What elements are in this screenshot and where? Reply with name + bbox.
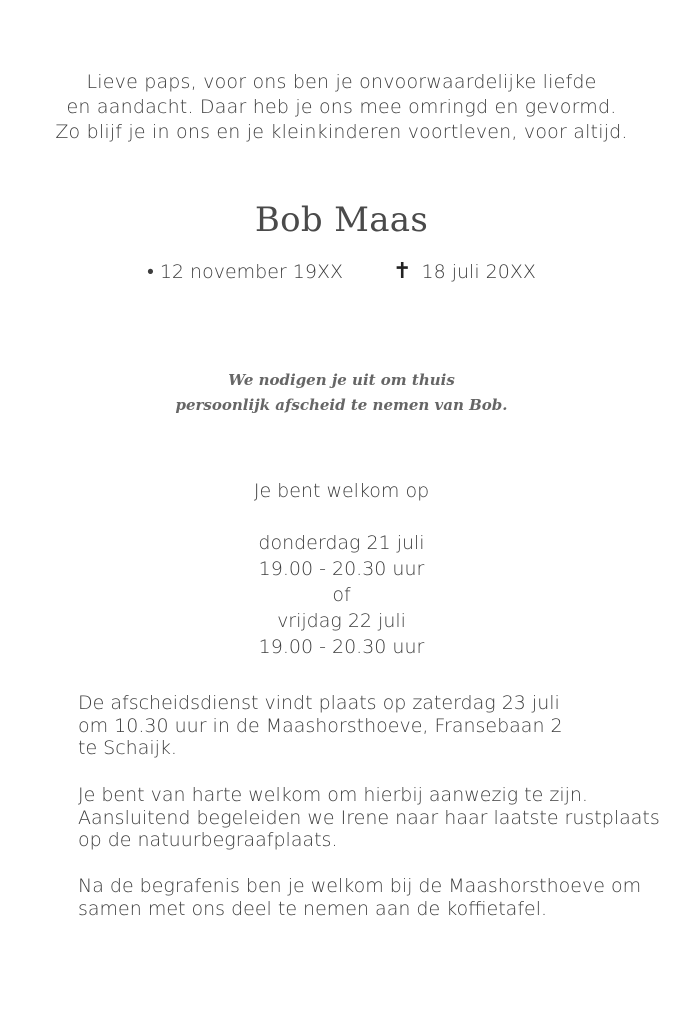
attend-line-2: Aansluitend begeleiden we Irene naar haar laatste rustplaats: [78, 806, 660, 829]
service-line-2: om 10.30 uur in de Maashorsthoeve, Fransebaan 2: [78, 714, 563, 737]
intro-line-2: en aandacht. Daar heb je ons mee omringd en gevormd.: [66, 96, 617, 118]
after-line-2: samen met ons deel te nemen aan de koffietafel.: [78, 897, 548, 920]
visit-time-1: 19.00 - 20.30 uur: [258, 558, 425, 580]
birth-bullet-icon: •: [147, 261, 154, 283]
welcome-heading: Je bent welkom op: [253, 480, 430, 502]
visit-day-2: vrijdag 22 juli: [277, 610, 406, 632]
attendance-paragraph: [78, 784, 660, 852]
attend-line-3: op de natuurbegraafplaats.: [78, 829, 338, 851]
death-date-text: 18 juli 20XX: [421, 261, 536, 283]
service-paragraph: [78, 692, 638, 760]
life-dates: [0, 259, 683, 285]
service-line-3: te Schaijk.: [78, 737, 177, 759]
attend-line-1: Je bent van harte welkom om hierbij aanwezig te zijn.: [78, 784, 588, 806]
intro-line-1: Lieve paps, voor ons ben je onvoorwaardelijke liefde: [86, 71, 597, 93]
invitation-line-1: We nodigen je uit om thuis: [228, 371, 455, 389]
intro-verse: [0, 70, 683, 145]
deceased-name: Bob Maas: [254, 200, 429, 240]
invitation-text: [0, 368, 683, 418]
visiting-hours: [0, 478, 683, 660]
invitation-line-2: persoonlijk afscheid te nemen van Bob.: [175, 396, 508, 414]
death-date: [393, 259, 536, 285]
visit-time-2: 19.00 - 20.30 uur: [258, 636, 425, 658]
spacer: [0, 504, 683, 530]
service-line-1: De afscheidsdienst vindt plaats op zaterdag 23 juli: [78, 692, 560, 714]
cross-icon: ✝: [393, 259, 412, 284]
visit-or: of: [332, 584, 351, 606]
intro-line-3: Zo blijf je in ons en je kleinkinderen voortleven, voor altijd.: [55, 121, 628, 143]
visit-day-1: donderdag 21 juli: [258, 532, 425, 554]
birth-date-text: 12 november 19XX: [159, 261, 343, 283]
after-line-1: Na de begrafenis ben je welkom bij de Maashorsthoeve om: [78, 875, 642, 897]
birth-date: [147, 259, 343, 285]
coffee-paragraph: [78, 875, 642, 920]
